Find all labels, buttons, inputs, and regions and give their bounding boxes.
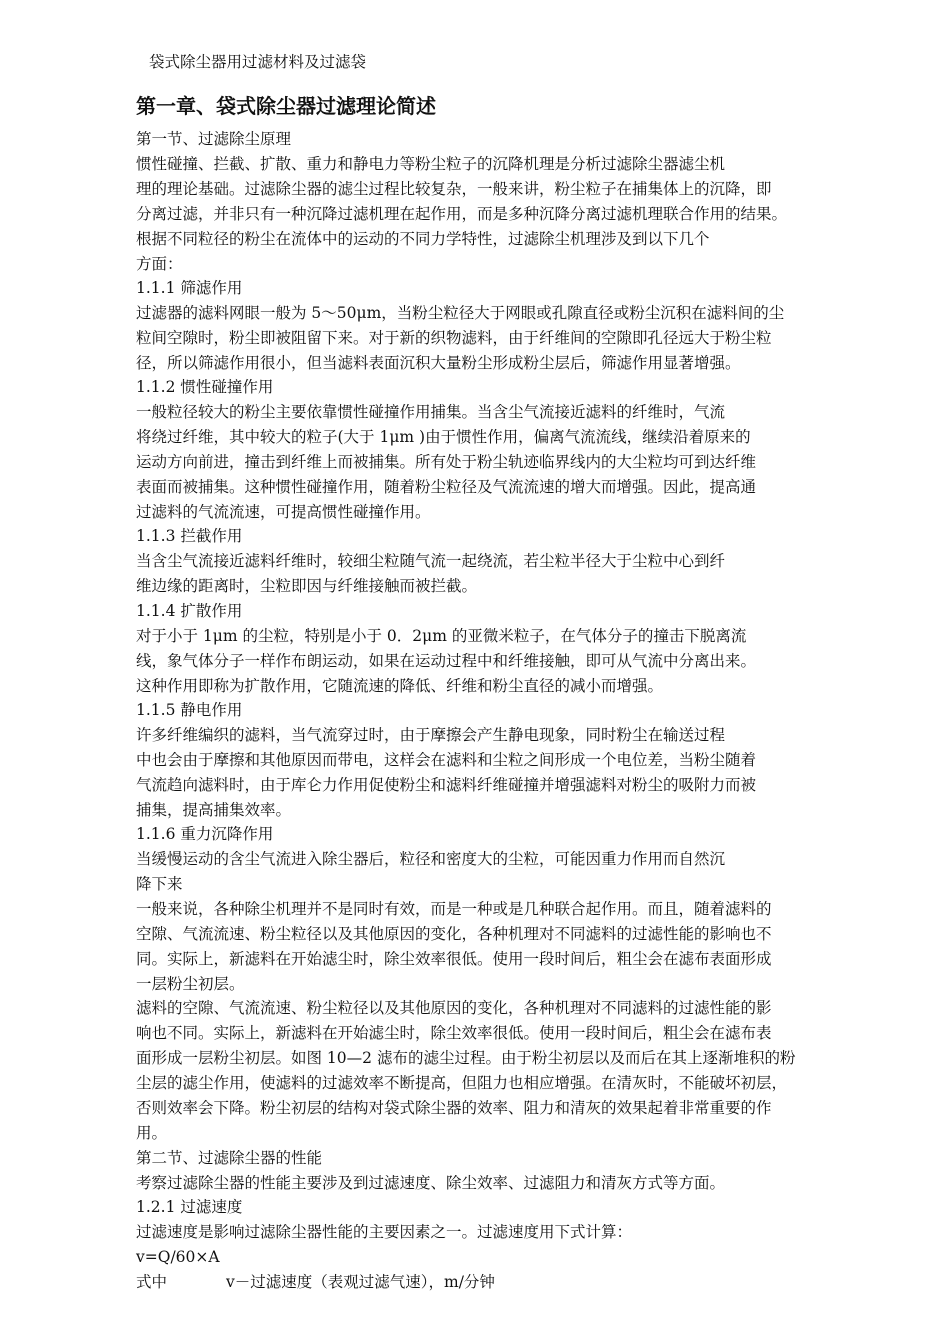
paragraph-line: 用。 xyxy=(136,1124,168,1142)
paragraph-line: 一层粉尘初层。 xyxy=(136,975,245,993)
paragraph-line: 当缓慢运动的含尘气流进入除尘器后，粒径和密度大的尘粒，可能因重力作用而自然沉 xyxy=(136,850,726,868)
paragraph-line: 一般粒径较大的粉尘主要依靠惯性碰撞作用捕集。当含尘气流接近滤料的纤维时，气流 xyxy=(136,403,726,421)
paragraph-line: 这种作用即称为扩散作用，它随流速的降低、纤维和粉尘直径的减小而增强。 xyxy=(136,677,664,695)
formula-where-line xyxy=(136,1273,495,1291)
paragraph-line: 考察过滤除尘器的性能主要涉及到过滤速度、除尘效率、过滤阻力和清灰方式等方面。 xyxy=(136,1174,726,1192)
paragraph-line: 表面而被捕集。这种惯性碰撞作用，随着粉尘粒径及气流流速的增大而增强。因此，提高通 xyxy=(136,478,757,496)
paragraph-line: 当含尘气流接近滤料纤维时，较细尘粒随气流一起绕流，若尘粒半径大于尘粒中心到纤 xyxy=(136,552,726,570)
paragraph-line: 同。实际上，新滤料在开始滤尘时，除尘效率很低。使用一段时间后，粗尘会在滤布表面形成 xyxy=(136,950,772,968)
section1-title: 第一节、过滤除尘原理 xyxy=(136,130,292,148)
paragraph-line: 根据不同粒径的粉尘在流体中的运动的不同力学特性，过滤除尘机理涉及到以下几个 xyxy=(136,230,710,248)
document-header: 袋式除尘器用过滤材料及过滤袋 xyxy=(149,53,367,71)
paragraph-line: 中也会由于摩擦和其他原因而带电，这样会在滤料和尘粒之间形成一个电位差，当粉尘随着 xyxy=(136,751,757,769)
paragraph-line: 径，所以筛滤作用很小，但当滤料表面沉积大量粉尘形成粉尘层后，筛滤作用显著增强。 xyxy=(136,354,741,372)
paragraph-line: 面形成一层粉尘初层。如图 10—2 滤布的滤尘过程。由于粉尘初层以及而后在其上逐渐堆积的粉 xyxy=(136,1049,796,1067)
paragraph-line: 过滤器的滤料网眼一般为 5～50μm，当粉尘粒径大于网眼或孔隙直径或粉尘沉积在滤料间的尘 xyxy=(136,304,785,322)
paragraph-line: 过滤料的气流流速，可提高惯性碰撞作用。 xyxy=(136,503,431,521)
paragraph-line: 气流趋向滤料时，由于库仑力作用促使粉尘和滤料纤维碰撞并增强滤料对粉尘的吸附力而被 xyxy=(136,776,757,794)
paragraph-line: 理的理论基础。过滤除尘器的滤尘过程比较复杂，一般来讲，粉尘粒子在捕集体上的沉降，即 xyxy=(136,180,772,198)
subsection-title-1-1-4: 1.1.4 扩散作用 xyxy=(136,602,243,620)
where-text: v－过滤速度（表观过滤气速），m/分钟 xyxy=(226,1273,495,1291)
formula: v=Q/60×A xyxy=(136,1248,220,1266)
subsection-title-1-1-2: 1.1.2 惯性碰撞作用 xyxy=(136,378,274,396)
paragraph-line: 分离过滤，并非只有一种沉降过滤机理在起作用，而是多种沉降分离过滤机理联合作用的结果。 xyxy=(136,205,788,223)
paragraph-line: 否则效率会下降。粉尘初层的结构对袋式除尘器的效率、阻力和清灰的效果起着非常重要的作 xyxy=(136,1099,772,1117)
paragraph-line: 运动方向前进，撞击到纤维上而被捕集。所有处于粉尘轨迹临界线内的大尘粒均可到达纤维 xyxy=(136,453,757,471)
subsection-title-1-1-3: 1.1.3 拦截作用 xyxy=(136,527,243,545)
paragraph-line: 对于小于 1μm 的尘粒，特别是小于 0．2μm 的亚微米粒子，在气体分子的撞击下脱离流 xyxy=(136,627,747,645)
paragraph-line: 过滤速度是影响过滤除尘器性能的主要因素之一。过滤速度用下式计算： xyxy=(136,1223,633,1241)
paragraph-line: 维边缘的距离时，尘粒即因与纤维接触而被拦截。 xyxy=(136,577,478,595)
subsection-title-1-1-5: 1.1.5 静电作用 xyxy=(136,701,243,719)
paragraph-line: 许多纤维编织的滤料，当气流穿过时，由于摩擦会产生静电现象，同时粉尘在输送过程 xyxy=(136,726,726,744)
paragraph-line: 线，象气体分子一样作布朗运动，如果在运动过程中和纤维接触，即可从气流中分离出来。 xyxy=(136,652,757,670)
paragraph-line: 空隙、气流流速、粉尘粒径以及其他原因的变化，各种机理对不同滤料的过滤性能的影响也不 xyxy=(136,925,772,943)
paragraph-line: 响也不同。实际上，新滤料在开始滤尘时，除尘效率很低。使用一段时间后，粗尘会在滤布表 xyxy=(136,1024,772,1042)
paragraph-line: 尘层的滤尘作用，使滤料的过滤效率不断提高，但阻力也相应增强。在清灰时，不能破坏初层， xyxy=(136,1074,788,1092)
paragraph-line: 粒间空隙时，粉尘即被阻留下来。对于新的织物滤料，由于纤维间的空隙即孔径远大于粉尘粒 xyxy=(136,329,772,347)
paragraph-line: 捕集，提高捕集效率。 xyxy=(136,801,292,819)
paragraph-line: 滤料的空隙、气流流速、粉尘粒径以及其他原因的变化，各种机理对不同滤料的过滤性能的影 xyxy=(136,999,772,1017)
subsection-title-1-1-1: 1.1.1 筛滤作用 xyxy=(136,279,243,297)
paragraph-line: 降下来 xyxy=(136,875,183,893)
subsection-title-1-1-6: 1.1.6 重力沉降作用 xyxy=(136,825,274,843)
paragraph-line: 将绕过纤维，其中较大的粒子(大于 1μm )由于惯性作用，偏离气流流线，继续沿着原来的 xyxy=(136,428,751,446)
section2-title: 第二节、过滤除尘器的性能 xyxy=(136,1149,323,1167)
paragraph-line: 一般来说，各种除尘机理并不是同时有效，而是一种或是几种联合起作用。而且，随着滤料的 xyxy=(136,900,772,918)
subsection-title-1-2-1: 1.2.1 过滤速度 xyxy=(136,1198,243,1216)
paragraph-line: 方面： xyxy=(136,255,183,273)
where-label: 式中 xyxy=(136,1273,168,1291)
chapter-title: 第一章、袋式除尘器过滤理论简述 xyxy=(136,94,436,118)
paragraph-line: 惯性碰撞、拦截、扩散、重力和静电力等粉尘粒子的沉降机理是分析过滤除尘器滤尘机 xyxy=(136,155,726,173)
